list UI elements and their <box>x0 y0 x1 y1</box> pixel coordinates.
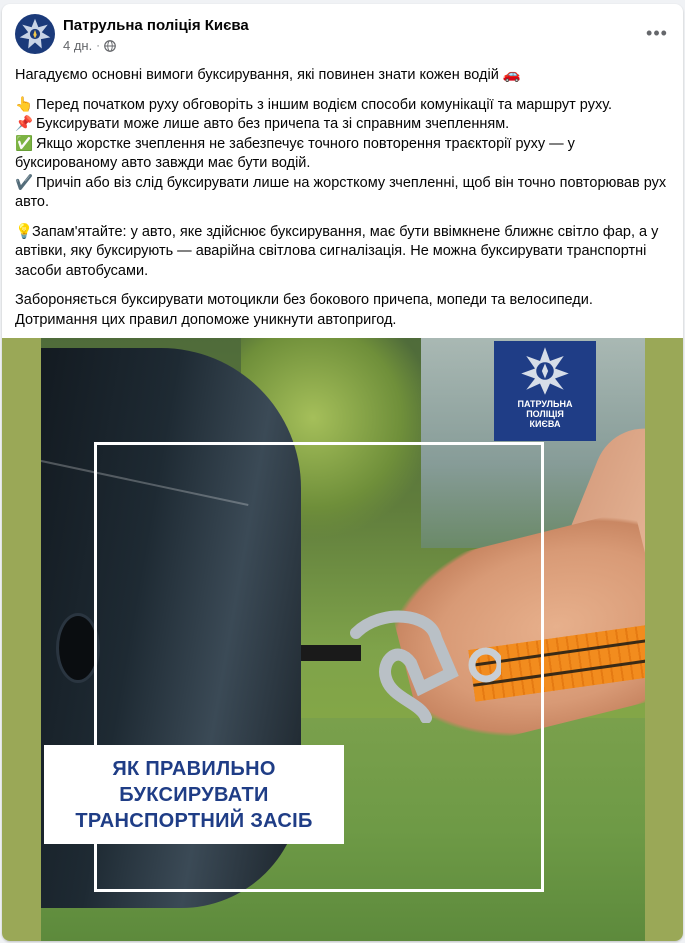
police-star-icon <box>520 346 570 396</box>
police-badge-icon <box>18 17 52 51</box>
avatar[interactable] <box>15 14 55 54</box>
post-header <box>2 4 683 60</box>
logo-text <box>518 399 573 429</box>
check-mark-emoji-icon: ✔️ <box>15 174 34 191</box>
rule-item <box>15 174 670 213</box>
logo-line: ПОЛІЦІЯ <box>526 409 564 419</box>
post-time[interactable]: 4 дн. <box>63 38 93 53</box>
pointing-up-emoji-icon: 👆 <box>15 96 34 113</box>
more-options-button[interactable] <box>641 20 673 46</box>
post-card <box>2 4 683 941</box>
logo-line: ПАТРУЛЬНА <box>517 399 573 409</box>
rule-text: Перед початком руху обговоріть з іншим водієм способи комунікації та маршрут руху. <box>36 96 613 113</box>
meta-separator: · <box>96 39 100 52</box>
page-name[interactable]: Патрульна поліція Києва <box>63 17 249 34</box>
remember-text: Запам'ятайте: у авто, яке здійснює буксирування, має бути ввімкнене ближнє світло фар, а у автівки, яку буксирують — аварійна світлова сигналізація. Не можна буксирувати транспортні засоби автобусами. <box>15 223 659 279</box>
rule-text: Буксирувати може лише авто без причепа та зі справним зчепленням. <box>36 116 510 132</box>
image-title-line: ЯК ПРАВИЛЬНО <box>112 757 276 780</box>
closing-line-1: Забороняється буксирувати мотоцикли без бокового причепа, мопеди та велосипеди. <box>15 292 593 308</box>
remember-paragraph <box>15 223 670 282</box>
rule-text: Якщо жорстке зчеплення не забезпечує точного повторення траєкторії руху — у буксированому авто завжди має бути водій. <box>15 135 575 171</box>
pushpin-emoji-icon: 📌 <box>15 116 34 132</box>
image-title-line: ТРАНСПОРТНИЙ ЗАСІБ <box>75 809 313 832</box>
intro-text: Нагадуємо основні вимоги буксирування, які повинен знати кожен водій <box>15 67 499 83</box>
logo-line: КИЄВА <box>529 419 561 429</box>
intro-paragraph <box>15 66 670 86</box>
post-meta <box>63 38 116 53</box>
post-text <box>15 66 670 340</box>
rules-paragraph <box>15 96 670 213</box>
globe-icon[interactable] <box>104 40 116 52</box>
car-emoji-icon: 🚗 <box>502 67 521 83</box>
rule-item <box>15 135 670 174</box>
rule-text: Причіп або віз слід буксирувати лише на жорсткому зчепленні, щоб він точно повторював рух авто. <box>15 174 667 210</box>
towing-photo <box>41 338 645 941</box>
more-icon: ••• <box>646 22 668 43</box>
image-title-line: БУКСИРУВАТИ <box>119 783 269 806</box>
check-box-emoji-icon: ✅ <box>15 135 34 152</box>
post-image[interactable] <box>2 338 683 941</box>
rule-item <box>15 96 670 116</box>
light-bulb-emoji-icon: 💡 <box>15 223 34 240</box>
rule-item <box>15 115 670 135</box>
police-logo-box <box>494 341 596 441</box>
image-title-box <box>44 745 344 844</box>
closing-paragraph <box>15 291 670 330</box>
closing-line-2: Дотримання цих правил допоможе уникнути автопригод. <box>15 311 397 328</box>
